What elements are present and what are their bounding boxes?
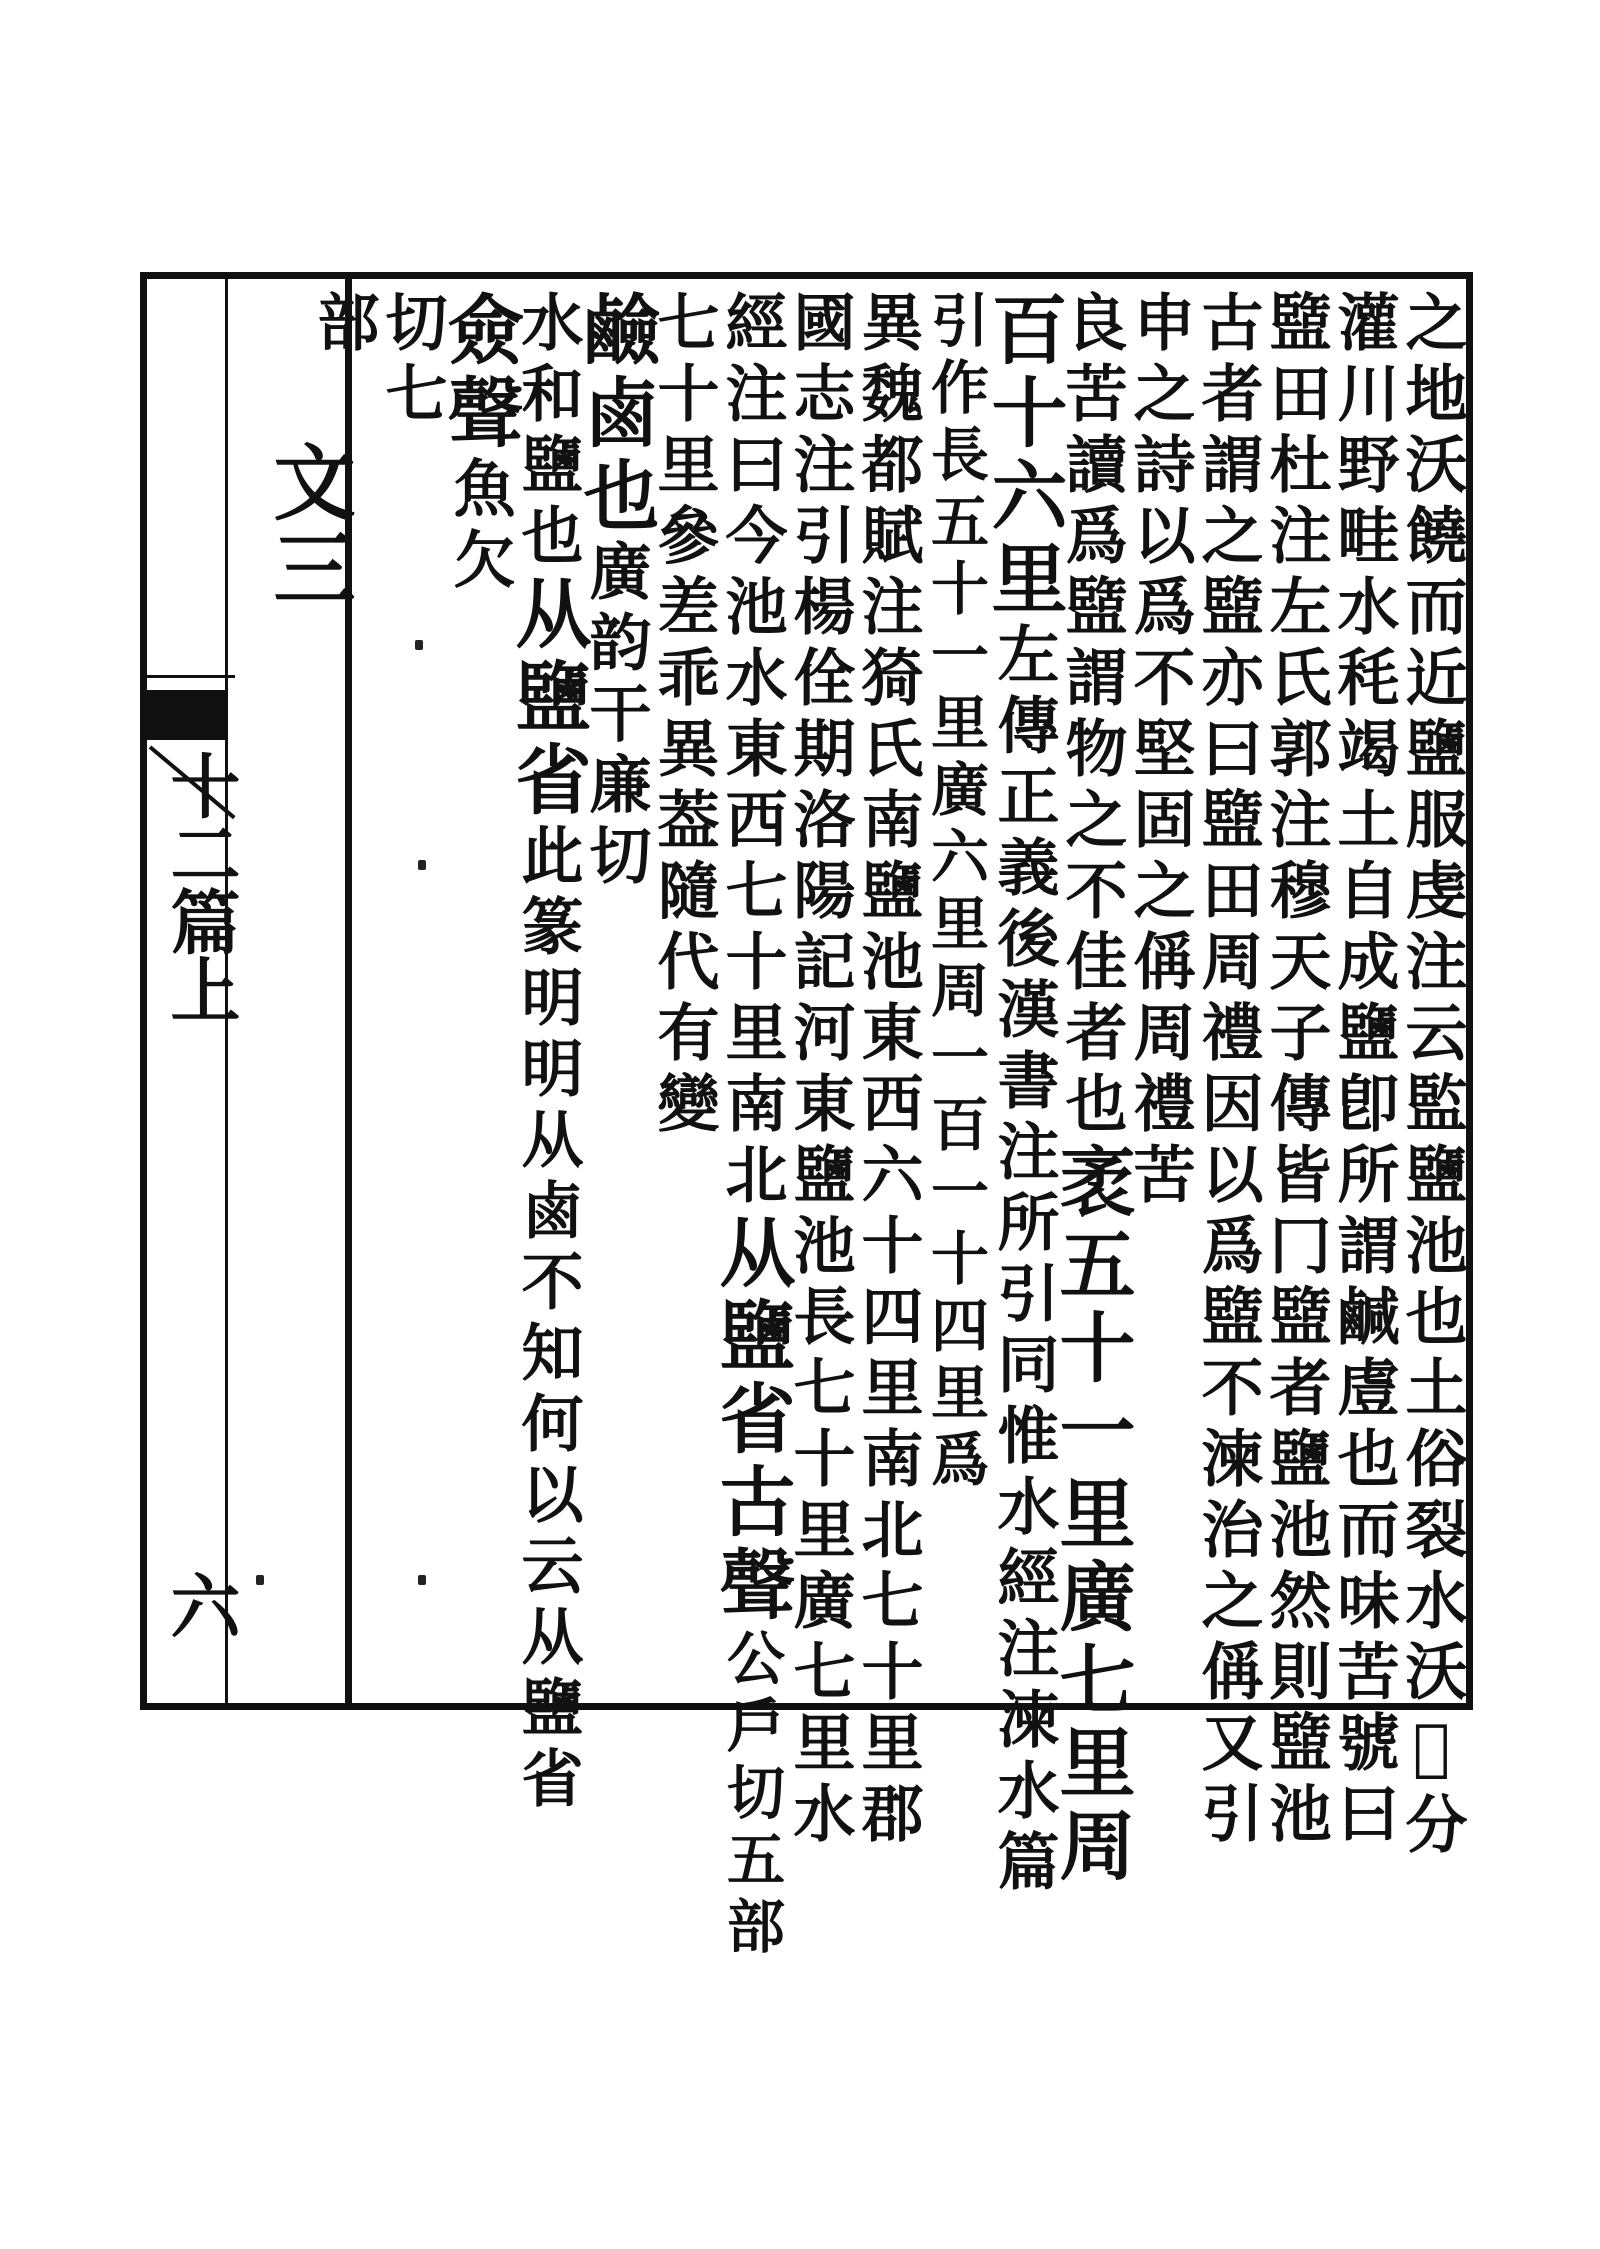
text-segment: 魚欠 [443,456,516,598]
headword-segment: 百十六里 [979,290,1068,622]
text-column-6 [1047,290,1136,1889]
page-number: 六 [159,1570,242,1640]
headword-segment: 鹵也 [571,373,660,539]
headword-segment: 袤五十一里廣七里周 [1047,1142,1136,1889]
text-segment: 廣韵干廉切 [579,539,652,894]
text-column-15 [435,290,524,1690]
text-column-10: 國志注引楊佺期洛陽記河東鹽池長七十里廣七里水 [783,290,856,1852]
headword-segment: 从鹽省 [503,574,592,823]
text-segment: 水和鹽也 [511,290,584,574]
seal-headword: 鹼 [571,290,660,373]
headword-segment: 僉聲 [435,290,524,456]
text-column-13 [571,290,660,1690]
ink-dot [256,1575,264,1585]
text-segment: 公戶切五部 [717,1628,785,1963]
text-column-12: 七十里參差乖異葢隨代有變 [647,290,720,1142]
margin-rule [140,675,235,678]
text-column-5 [1123,290,1196,1690]
headword-segment: 从鹽省古聲 [707,1213,796,1628]
text-segment: 良苦讀爲盬謂物之不佳者也 [1055,290,1128,1142]
text-column-3: 盬田杜注左氏郭注穆天子傳皆冂盬者鹽池然則盬池 [1259,290,1332,1852]
text-column-11 [707,290,796,1963]
text-segment: 左傳正義後漢書注所引同惟水經注湅水篇 [987,622,1060,1900]
text-column-17: 部 [307,290,380,361]
text-segment: 引作長五十一里廣六里周一百一十四里爲 [921,290,989,1496]
margin-title: 文三 [260,440,356,612]
text-column-16: 切七 [375,290,448,432]
text-segment: 經注曰今池水東西七十里南北 [715,290,788,1213]
text-segment: 此篆明明从鹵不知何以云从鹽省 [511,823,584,1817]
text-column-1: 之地沃饒而近鹽服虔注云監鹽池也土俗裂水沃𣼩分 [1395,290,1468,1863]
text-segment: 申之詩以爲不堅固之偁周禮苦 [1123,290,1196,1213]
text-column-4: 古者謂之盬亦曰盬田周禮因以爲盬不湅治之偁又引 [1191,290,1264,1852]
chapter-label: 十二篇上 [159,750,242,1022]
text-column-2: 灌川野畦水秏竭土自成鹽卽所謂鹹䖒也而味苦號曰 [1327,290,1400,1852]
fish-tail-mark [140,690,225,740]
text-column-9: 異魏都賦注猗氏南鹽池東西六十四里南北七十里郡 [851,290,924,1852]
